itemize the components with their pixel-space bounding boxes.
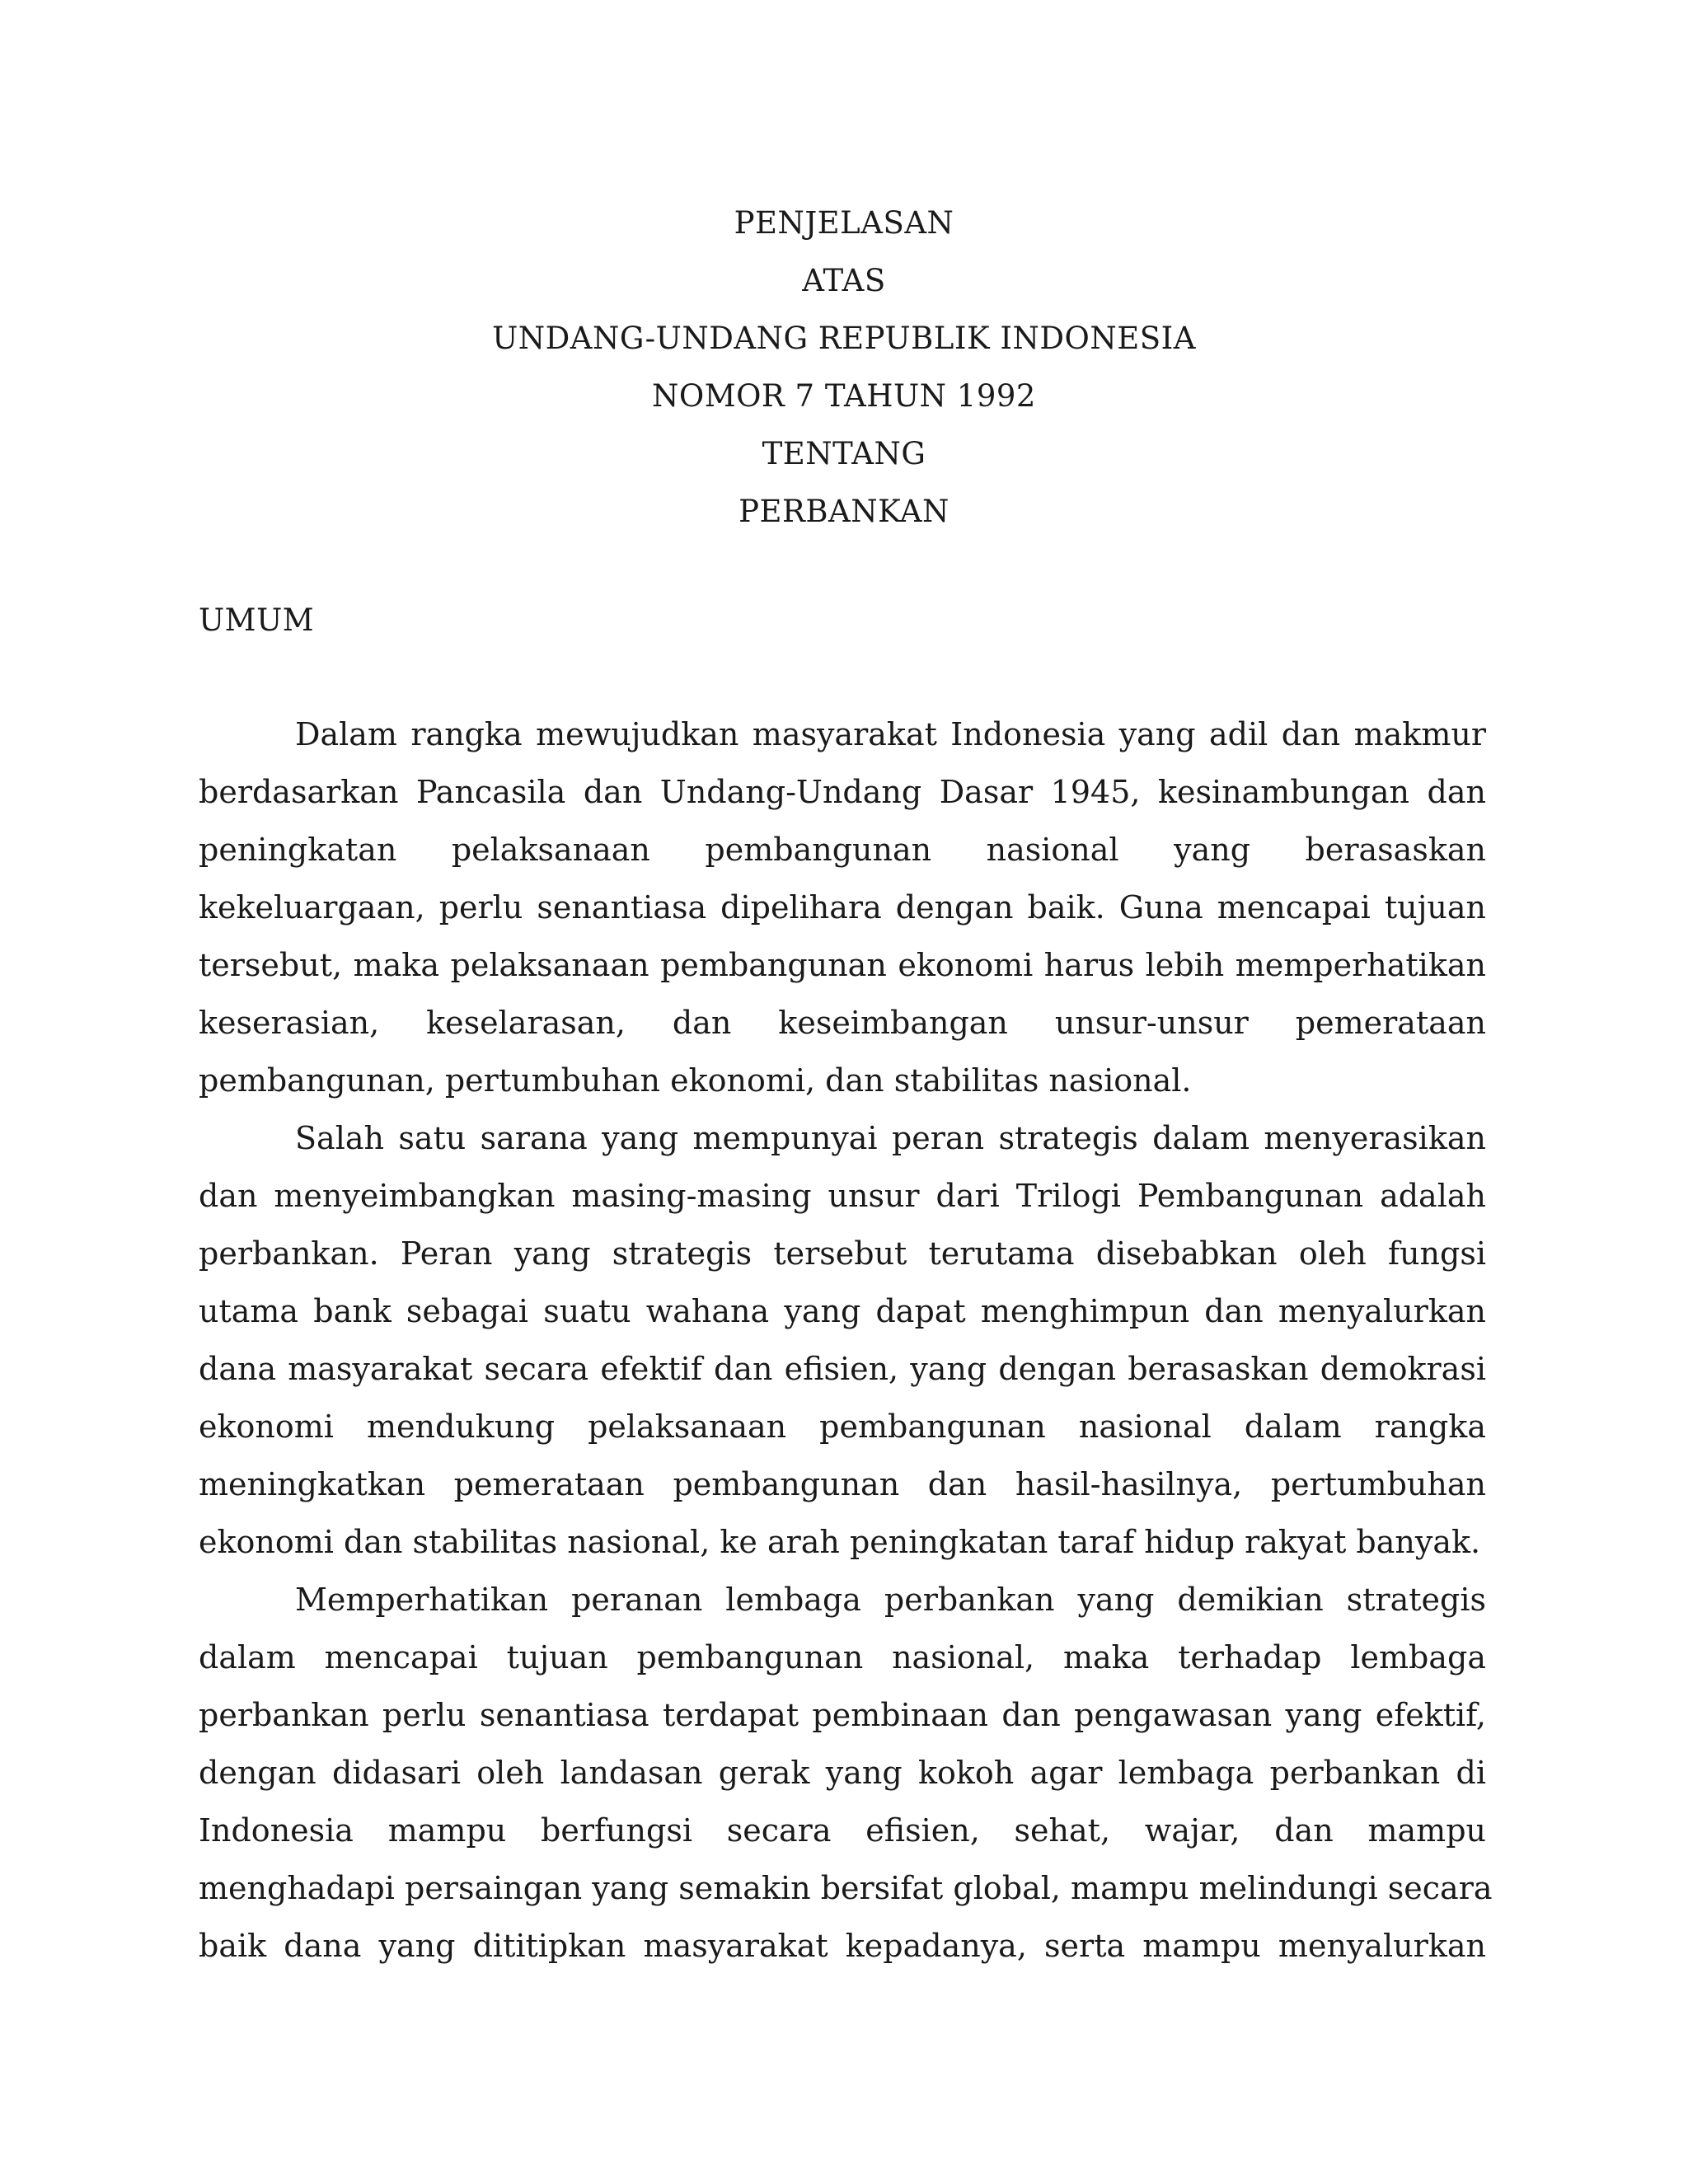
paragraph-line: menghadapi persaingan yang semakin bersifat global, mampu melindungi secara [199, 1870, 1493, 1906]
paragraph-line: dan menyeimbangkan masing-masing unsur dari Trilogi Pembangunan adalah [199, 1178, 1486, 1214]
paragraph-line: keserasian, keselarasan, dan keseimbangan unsur-unsur pemerataan [199, 1005, 1486, 1041]
paragraph-line: tersebut, maka pelaksanaan pembangunan ekonomi harus lebih memperhatikan [199, 947, 1486, 983]
paragraph-3 [199, 1571, 1493, 1975]
title-line-subject: PERBANKAN [738, 494, 950, 529]
paragraph-1 [199, 705, 1486, 1109]
paragraph-line: utama bank sebagai suatu wahana yang dapat menghimpun dan menyalurkan [199, 1293, 1486, 1329]
paragraph-line: Memperhatikan peranan lembaga perbankan yang demikian strategis [295, 1582, 1486, 1618]
paragraph-line: Dalam rangka mewujudkan masyarakat Indonesia yang adil dan makmur [295, 716, 1486, 752]
paragraph-line: peningkatan pelaksanaan pembangunan nasional yang berasaskan [199, 832, 1486, 868]
paragraph-line: dengan didasari oleh landasan gerak yang kokoh agar lembaga perbankan di [199, 1755, 1486, 1791]
paragraph-line: dana masyarakat secara efektif dan efisien, yang dengan berasaskan demokrasi [199, 1351, 1486, 1387]
paragraph-line: berdasarkan Pancasila dan Undang-Undang Dasar 1945, kesinambungan dan [199, 774, 1486, 810]
section-heading-umum: UMUM [199, 602, 315, 638]
paragraph-line: baik dana yang dititipkan masyarakat kepadanya, serta mampu menyalurkan [199, 1928, 1486, 1964]
paragraph-line: kekeluargaan, perlu senantiasa dipelihara dengan baik. Guna mencapai tujuan [199, 889, 1486, 926]
paragraph-line: Indonesia mampu berfungsi secara efisien, sehat, wajar, dan mampu [199, 1812, 1486, 1849]
paragraph-line: ekonomi dan stabilitas nasional, ke arah peningkatan taraf hidup rakyat banyak. [199, 1524, 1481, 1560]
title-line-law: UNDANG-UNDANG REPUBLIK INDONESIA [492, 321, 1196, 356]
title-line-atas: ATAS [802, 263, 886, 298]
paragraph-line: meningkatkan pemerataan pembangunan dan hasil-hasilnya, pertumbuhan [199, 1466, 1486, 1502]
paragraph-line: perbankan. Peran yang strategis tersebut terutama disebabkan oleh fungsi [199, 1235, 1486, 1272]
title-line-tentang: TENTANG [762, 436, 926, 471]
document-body [199, 705, 1493, 1975]
paragraph-line: perbankan perlu senantiasa terdapat pembinaan dan pengawasan yang efektif, [199, 1697, 1486, 1733]
paragraph-line: dalam mencapai tujuan pembangunan nasional, maka terhadap lembaga [199, 1639, 1486, 1675]
paragraph-line: Salah satu sarana yang mempunyai peran strategis dalam menyerasikan [295, 1120, 1486, 1156]
paragraph-line: pembangunan, pertumbuhan ekonomi, dan stabilitas nasional. [199, 1062, 1192, 1099]
paragraph-2 [199, 1109, 1486, 1571]
paragraph-line: ekonomi mendukung pelaksanaan pembangunan nasional dalam rangka [199, 1408, 1486, 1445]
title-line-penjelasan: PENJELASAN [734, 205, 954, 241]
title-line-number: NOMOR 7 TAHUN 1992 [652, 378, 1036, 414]
document-title-block [0, 194, 1688, 541]
